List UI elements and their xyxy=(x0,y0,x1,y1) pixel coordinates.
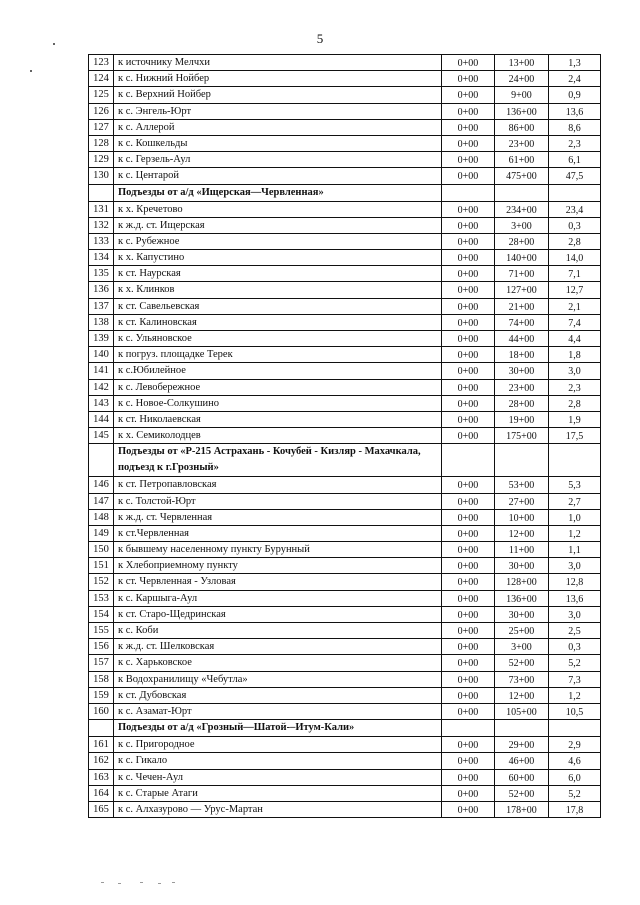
start-km: 0+00 xyxy=(442,315,495,331)
row-number: 151 xyxy=(89,558,114,574)
row-number: 144 xyxy=(89,412,114,428)
row-number xyxy=(89,720,114,737)
end-km: 128+00 xyxy=(495,574,549,590)
row-number: 162 xyxy=(89,753,114,769)
end-km: 127+00 xyxy=(495,282,549,298)
row-number: 141 xyxy=(89,363,114,379)
scan-speck xyxy=(140,882,143,883)
table-row xyxy=(89,607,601,623)
end-km xyxy=(495,185,549,202)
table-row xyxy=(89,136,601,152)
end-km: 30+00 xyxy=(495,558,549,574)
length-km: 12,7 xyxy=(549,282,601,298)
start-km: 0+00 xyxy=(442,526,495,542)
route-name: к с. Рубежное xyxy=(114,234,442,250)
start-km: 0+00 xyxy=(442,623,495,639)
length-km xyxy=(549,720,601,737)
end-km: 30+00 xyxy=(495,607,549,623)
scan-speck xyxy=(53,43,55,45)
length-km: 7,3 xyxy=(549,672,601,688)
start-km: 0+00 xyxy=(442,574,495,590)
length-km: 3,0 xyxy=(549,363,601,379)
row-number: 152 xyxy=(89,574,114,590)
row-number: 148 xyxy=(89,510,114,526)
length-km: 4,6 xyxy=(549,753,601,769)
row-number: 140 xyxy=(89,347,114,363)
table-row xyxy=(89,104,601,120)
table-row xyxy=(89,282,601,298)
end-km: 28+00 xyxy=(495,234,549,250)
end-km: 3+00 xyxy=(495,218,549,234)
table-row xyxy=(89,558,601,574)
length-km: 1,2 xyxy=(549,526,601,542)
end-km: 29+00 xyxy=(495,737,549,753)
route-name: к с. Толстой-Юрт xyxy=(114,494,442,510)
end-km: 86+00 xyxy=(495,120,549,136)
route-name: к с. Алхазурово — Урус-Мартан xyxy=(114,802,442,818)
start-km: 0+00 xyxy=(442,607,495,623)
length-km xyxy=(549,444,601,477)
table-row xyxy=(89,266,601,282)
length-km: 2,8 xyxy=(549,234,601,250)
route-name: к с. Коби xyxy=(114,623,442,639)
row-number: 131 xyxy=(89,202,114,218)
table-row xyxy=(89,494,601,510)
section-heading-row xyxy=(89,444,601,477)
end-km: 140+00 xyxy=(495,250,549,266)
route-name: к ст. Дубовская xyxy=(114,688,442,704)
route-name: к х. Капустино xyxy=(114,250,442,266)
route-name: к ст. Савельевская xyxy=(114,299,442,315)
table-row xyxy=(89,542,601,558)
table-row xyxy=(89,753,601,769)
end-km: 52+00 xyxy=(495,655,549,671)
length-km: 8,6 xyxy=(549,120,601,136)
row-number xyxy=(89,444,114,477)
start-km: 0+00 xyxy=(442,737,495,753)
start-km: 0+00 xyxy=(442,542,495,558)
length-km: 12,8 xyxy=(549,574,601,590)
route-name: к с. Аллерой xyxy=(114,120,442,136)
end-km: 24+00 xyxy=(495,71,549,87)
row-number: 125 xyxy=(89,87,114,103)
end-km: 73+00 xyxy=(495,672,549,688)
route-name: к с. Чечен-Аул xyxy=(114,770,442,786)
row-number: 126 xyxy=(89,104,114,120)
row-number: 132 xyxy=(89,218,114,234)
length-km: 14,0 xyxy=(549,250,601,266)
length-km: 17,8 xyxy=(549,802,601,818)
table-row xyxy=(89,396,601,412)
table-row xyxy=(89,510,601,526)
table-row xyxy=(89,802,601,818)
row-number: 130 xyxy=(89,168,114,184)
route-name: к х. Семиколодцев xyxy=(114,428,442,444)
start-km: 0+00 xyxy=(442,282,495,298)
length-km xyxy=(549,185,601,202)
route-name: к с. Нижний Нойбер xyxy=(114,71,442,87)
length-km: 1,8 xyxy=(549,347,601,363)
start-km: 0+00 xyxy=(442,152,495,168)
table-row xyxy=(89,250,601,266)
route-name: к с. Азамат-Юрт xyxy=(114,704,442,720)
route-name: к источнику Мелчхи xyxy=(114,55,442,71)
route-name: к Хлебоприемному пункту xyxy=(114,558,442,574)
end-km: 136+00 xyxy=(495,591,549,607)
length-km: 0,3 xyxy=(549,639,601,655)
row-number: 149 xyxy=(89,526,114,542)
end-km: 44+00 xyxy=(495,331,549,347)
row-number: 153 xyxy=(89,591,114,607)
end-km: 234+00 xyxy=(495,202,549,218)
row-number: 139 xyxy=(89,331,114,347)
end-km: 27+00 xyxy=(495,494,549,510)
route-name: к с. Старые Атаги xyxy=(114,786,442,802)
table-row xyxy=(89,526,601,542)
length-km: 13,6 xyxy=(549,591,601,607)
length-km: 2,8 xyxy=(549,396,601,412)
end-km: 18+00 xyxy=(495,347,549,363)
table-row xyxy=(89,315,601,331)
route-name: к ст.Червленная xyxy=(114,526,442,542)
end-km xyxy=(495,720,549,737)
scan-speck xyxy=(158,883,161,884)
end-km: 12+00 xyxy=(495,688,549,704)
table-row xyxy=(89,363,601,379)
table-row xyxy=(89,202,601,218)
table-row xyxy=(89,428,601,444)
length-km: 5,3 xyxy=(549,477,601,493)
length-km: 2,9 xyxy=(549,737,601,753)
row-number: 145 xyxy=(89,428,114,444)
length-km: 6,0 xyxy=(549,770,601,786)
end-km: 11+00 xyxy=(495,542,549,558)
length-km: 3,0 xyxy=(549,607,601,623)
length-km: 47,5 xyxy=(549,168,601,184)
start-km: 0+00 xyxy=(442,672,495,688)
length-km: 5,2 xyxy=(549,786,601,802)
section-heading: Подъезды от а/д «Грозный—Шатой-–Итум-Кали» xyxy=(114,720,442,737)
length-km: 7,4 xyxy=(549,315,601,331)
length-km: 2,3 xyxy=(549,380,601,396)
route-name: к погруз. площадке Терек xyxy=(114,347,442,363)
end-km: 21+00 xyxy=(495,299,549,315)
length-km: 6,1 xyxy=(549,152,601,168)
length-km: 7,1 xyxy=(549,266,601,282)
start-km: 0+00 xyxy=(442,412,495,428)
scan-speck xyxy=(101,882,104,883)
table-row xyxy=(89,477,601,493)
row-number: 147 xyxy=(89,494,114,510)
row-number: 146 xyxy=(89,477,114,493)
end-km: 10+00 xyxy=(495,510,549,526)
row-number: 154 xyxy=(89,607,114,623)
row-number: 133 xyxy=(89,234,114,250)
end-km: 71+00 xyxy=(495,266,549,282)
end-km: 61+00 xyxy=(495,152,549,168)
end-km: 53+00 xyxy=(495,477,549,493)
row-number: 124 xyxy=(89,71,114,87)
end-km: 60+00 xyxy=(495,770,549,786)
section-heading-row xyxy=(89,720,601,737)
length-km: 23,4 xyxy=(549,202,601,218)
end-km: 74+00 xyxy=(495,315,549,331)
route-name: к с. Центарой xyxy=(114,168,442,184)
length-km: 1,0 xyxy=(549,510,601,526)
table-row xyxy=(89,218,601,234)
start-km: 0+00 xyxy=(442,510,495,526)
table-row xyxy=(89,704,601,720)
scan-speck xyxy=(118,883,121,884)
route-name: к с. Кошкельды xyxy=(114,136,442,152)
route-name: к с. Пригородное xyxy=(114,737,442,753)
route-name: к ст. Старо-Щедринская xyxy=(114,607,442,623)
start-km: 0+00 xyxy=(442,120,495,136)
start-km: 0+00 xyxy=(442,558,495,574)
start-km: 0+00 xyxy=(442,786,495,802)
length-km: 1,9 xyxy=(549,412,601,428)
end-km: 105+00 xyxy=(495,704,549,720)
end-km: 23+00 xyxy=(495,380,549,396)
length-km: 10,5 xyxy=(549,704,601,720)
start-km: 0+00 xyxy=(442,87,495,103)
end-km: 19+00 xyxy=(495,412,549,428)
end-km: 9+00 xyxy=(495,87,549,103)
table-row xyxy=(89,347,601,363)
start-km: 0+00 xyxy=(442,136,495,152)
route-name: к ст. Червленная - Узловая xyxy=(114,574,442,590)
table-row xyxy=(89,737,601,753)
scan-speck xyxy=(172,882,175,883)
start-km xyxy=(442,720,495,737)
end-km: 3+00 xyxy=(495,639,549,655)
row-number: 157 xyxy=(89,655,114,671)
row-number: 156 xyxy=(89,639,114,655)
start-km: 0+00 xyxy=(442,591,495,607)
start-km: 0+00 xyxy=(442,380,495,396)
length-km: 1,3 xyxy=(549,55,601,71)
end-km: 46+00 xyxy=(495,753,549,769)
start-km: 0+00 xyxy=(442,218,495,234)
start-km: 0+00 xyxy=(442,396,495,412)
length-km: 2,1 xyxy=(549,299,601,315)
row-number: 161 xyxy=(89,737,114,753)
end-km: 23+00 xyxy=(495,136,549,152)
start-km: 0+00 xyxy=(442,71,495,87)
start-km: 0+00 xyxy=(442,477,495,493)
route-name: к ж.д. ст. Ищерская xyxy=(114,218,442,234)
end-km: 136+00 xyxy=(495,104,549,120)
table-row xyxy=(89,412,601,428)
row-number: 134 xyxy=(89,250,114,266)
end-km: 25+00 xyxy=(495,623,549,639)
start-km: 0+00 xyxy=(442,770,495,786)
table-row xyxy=(89,688,601,704)
row-number: 163 xyxy=(89,770,114,786)
start-km: 0+00 xyxy=(442,428,495,444)
end-km: 30+00 xyxy=(495,363,549,379)
row-number: 143 xyxy=(89,396,114,412)
table-row xyxy=(89,331,601,347)
section-heading: Подъезды от «Р-215 Астрахань - Кочубей - Кизляр - Махачкала, подъезд к г.Грозный» xyxy=(114,444,442,477)
start-km: 0+00 xyxy=(442,802,495,818)
start-km xyxy=(442,444,495,477)
table-row xyxy=(89,770,601,786)
end-km: 13+00 xyxy=(495,55,549,71)
route-name: к с. Герзель-Аул xyxy=(114,152,442,168)
row-number: 137 xyxy=(89,299,114,315)
length-km: 1,1 xyxy=(549,542,601,558)
table-row xyxy=(89,87,601,103)
length-km: 0,9 xyxy=(549,87,601,103)
start-km: 0+00 xyxy=(442,347,495,363)
length-km: 2,4 xyxy=(549,71,601,87)
start-km: 0+00 xyxy=(442,494,495,510)
start-km xyxy=(442,185,495,202)
row-number: 165 xyxy=(89,802,114,818)
start-km: 0+00 xyxy=(442,639,495,655)
end-km: 28+00 xyxy=(495,396,549,412)
start-km: 0+00 xyxy=(442,250,495,266)
row-number xyxy=(89,185,114,202)
route-name: к х. Кречетово xyxy=(114,202,442,218)
route-name: к ж.д. ст. Шелковская xyxy=(114,639,442,655)
table-row xyxy=(89,639,601,655)
route-name: к ст. Николаевская xyxy=(114,412,442,428)
length-km: 17,5 xyxy=(549,428,601,444)
start-km: 0+00 xyxy=(442,202,495,218)
row-number: 142 xyxy=(89,380,114,396)
row-number: 128 xyxy=(89,136,114,152)
length-km: 2,3 xyxy=(549,136,601,152)
row-number: 138 xyxy=(89,315,114,331)
route-name: к с. Ульяновское xyxy=(114,331,442,347)
length-km: 4,4 xyxy=(549,331,601,347)
end-km: 52+00 xyxy=(495,786,549,802)
table-row xyxy=(89,623,601,639)
section-heading-row xyxy=(89,185,601,202)
route-name: к ж.д. ст. Червленная xyxy=(114,510,442,526)
start-km: 0+00 xyxy=(442,655,495,671)
route-name: к ст. Наурская xyxy=(114,266,442,282)
table-row xyxy=(89,234,601,250)
length-km: 2,7 xyxy=(549,494,601,510)
end-km: 178+00 xyxy=(495,802,549,818)
page-number: 5 xyxy=(316,31,324,46)
table-row xyxy=(89,71,601,87)
start-km: 0+00 xyxy=(442,363,495,379)
start-km: 0+00 xyxy=(442,266,495,282)
start-km: 0+00 xyxy=(442,299,495,315)
start-km: 0+00 xyxy=(442,753,495,769)
length-km: 5,2 xyxy=(549,655,601,671)
route-name: к х. Клинков xyxy=(114,282,442,298)
end-km: 175+00 xyxy=(495,428,549,444)
road-table xyxy=(88,54,601,818)
table-row xyxy=(89,380,601,396)
table-row xyxy=(89,120,601,136)
length-km: 1,2 xyxy=(549,688,601,704)
section-heading: Подъезды от а/д «Ищерская—Червленная» xyxy=(114,185,442,202)
end-km: 12+00 xyxy=(495,526,549,542)
start-km: 0+00 xyxy=(442,704,495,720)
route-name: к с. Левобережное xyxy=(114,380,442,396)
scan-speck xyxy=(30,70,32,72)
row-number: 123 xyxy=(89,55,114,71)
start-km: 0+00 xyxy=(442,234,495,250)
row-number: 159 xyxy=(89,688,114,704)
start-km: 0+00 xyxy=(442,688,495,704)
length-km: 3,0 xyxy=(549,558,601,574)
start-km: 0+00 xyxy=(442,55,495,71)
table-row xyxy=(89,152,601,168)
row-number: 155 xyxy=(89,623,114,639)
table-row xyxy=(89,786,601,802)
row-number: 164 xyxy=(89,786,114,802)
route-name: к бывшему населенному пункту Бурунный xyxy=(114,542,442,558)
route-name: к с. Верхний Нойбер xyxy=(114,87,442,103)
end-km: 475+00 xyxy=(495,168,549,184)
table-row xyxy=(89,655,601,671)
table-row xyxy=(89,672,601,688)
start-km: 0+00 xyxy=(442,331,495,347)
route-name: к с. Каршыга-Аул xyxy=(114,591,442,607)
start-km: 0+00 xyxy=(442,168,495,184)
route-name: к с. Новое-Солкушино xyxy=(114,396,442,412)
route-name: к ст. Калиновская xyxy=(114,315,442,331)
row-number: 127 xyxy=(89,120,114,136)
route-name: к Водохранилищу «Чебутла» xyxy=(114,672,442,688)
row-number: 135 xyxy=(89,266,114,282)
length-km: 0,3 xyxy=(549,218,601,234)
route-name: к с. Харьковское xyxy=(114,655,442,671)
row-number: 136 xyxy=(89,282,114,298)
table-row xyxy=(89,299,601,315)
table-row xyxy=(89,55,601,71)
route-name: к с. Гикало xyxy=(114,753,442,769)
start-km: 0+00 xyxy=(442,104,495,120)
row-number: 160 xyxy=(89,704,114,720)
length-km: 13,6 xyxy=(549,104,601,120)
row-number: 158 xyxy=(89,672,114,688)
table-row xyxy=(89,168,601,184)
row-number: 150 xyxy=(89,542,114,558)
table-row xyxy=(89,591,601,607)
route-name: к с.Юбилейное xyxy=(114,363,442,379)
row-number: 129 xyxy=(89,152,114,168)
length-km: 2,5 xyxy=(549,623,601,639)
route-name: к с. Энгель-Юрт xyxy=(114,104,442,120)
end-km xyxy=(495,444,549,477)
table-row xyxy=(89,574,601,590)
route-name: к ст. Петропавловская xyxy=(114,477,442,493)
